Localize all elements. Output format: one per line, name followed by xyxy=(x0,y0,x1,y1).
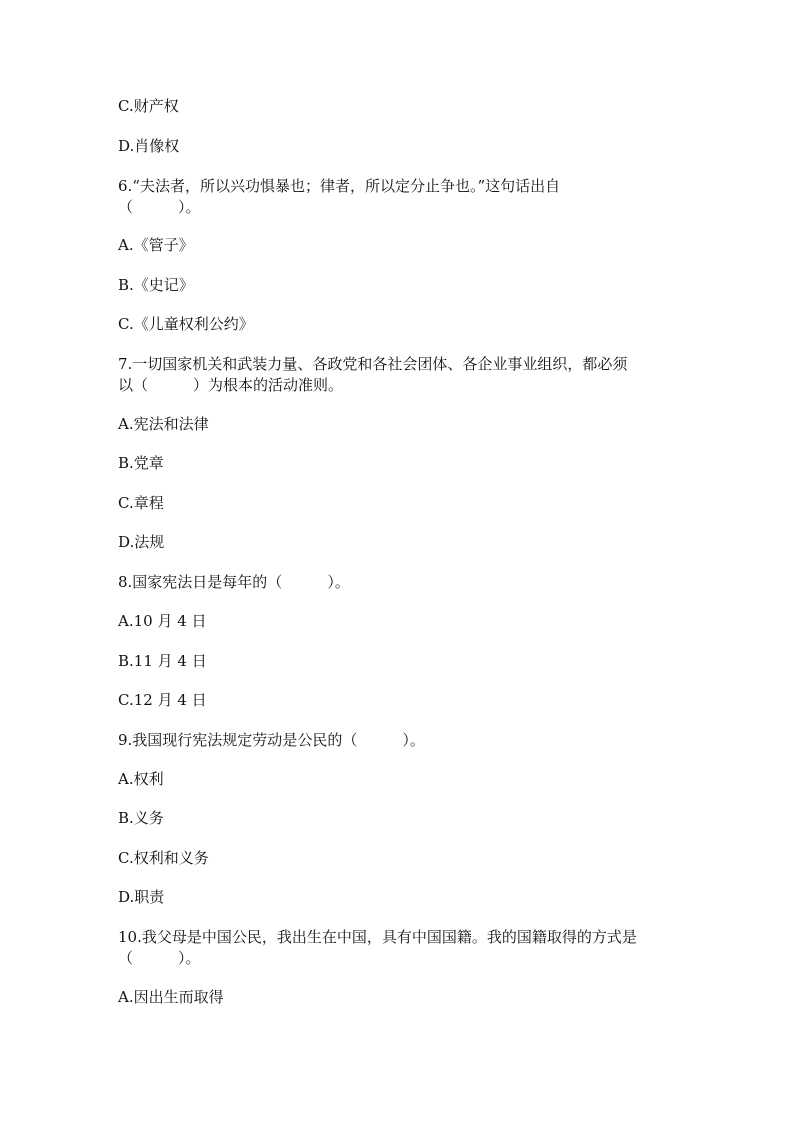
q9-option-a: A.权利 xyxy=(118,770,164,788)
q8-option-a: A.10 月 4 日 xyxy=(118,612,207,630)
q6-question-line1: 6.“夫法者，所以兴功惧暴也；律者，所以定分止争也。”这句话出自 xyxy=(118,177,561,195)
q7-question-line1: 7.一切国家机关和武装力量、各政党和各社会团体、各企业事业组织，都必须 xyxy=(118,355,628,373)
q7-option-d: D.法规 xyxy=(118,533,165,551)
q9-question-line1: 9.我国现行宪法规定劳动是公民的（ ）。 xyxy=(118,731,425,749)
q6-option-a: A.《管子》 xyxy=(118,236,194,254)
q9-option-c: C.权利和义务 xyxy=(118,849,209,867)
q6-option-c: C.《儿童权利公约》 xyxy=(118,315,254,333)
q5-option-c: C.财产权 xyxy=(118,97,179,115)
q6-option-b: B.《史记》 xyxy=(118,276,194,294)
q5-option-d: D.肖像权 xyxy=(118,137,180,155)
q7-option-a: A.宪法和法律 xyxy=(118,415,209,433)
q10-option-a: A.因出生而取得 xyxy=(118,988,224,1006)
q10-question-line1: 10.我父母是中国公民，我出生在中国，具有中国国籍。我的国籍取得的方式是 xyxy=(118,928,637,946)
q8-option-c: C.12 月 4 日 xyxy=(118,691,207,709)
q9-option-d: D.职责 xyxy=(118,888,165,906)
q7-option-c: C.章程 xyxy=(118,494,164,512)
q6-question-line2: （ ）。 xyxy=(118,198,201,216)
q8-option-b: B.11 月 4 日 xyxy=(118,652,207,670)
q8-question-line1: 8.国家宪法日是每年的（ ）。 xyxy=(118,573,350,591)
q9-option-b: B.义务 xyxy=(118,809,164,827)
q10-question-line2: （ ）。 xyxy=(118,949,201,967)
q7-option-b: B.党章 xyxy=(118,454,164,472)
q7-question-line2: 以（ ）为根本的活动准则。 xyxy=(118,376,344,394)
